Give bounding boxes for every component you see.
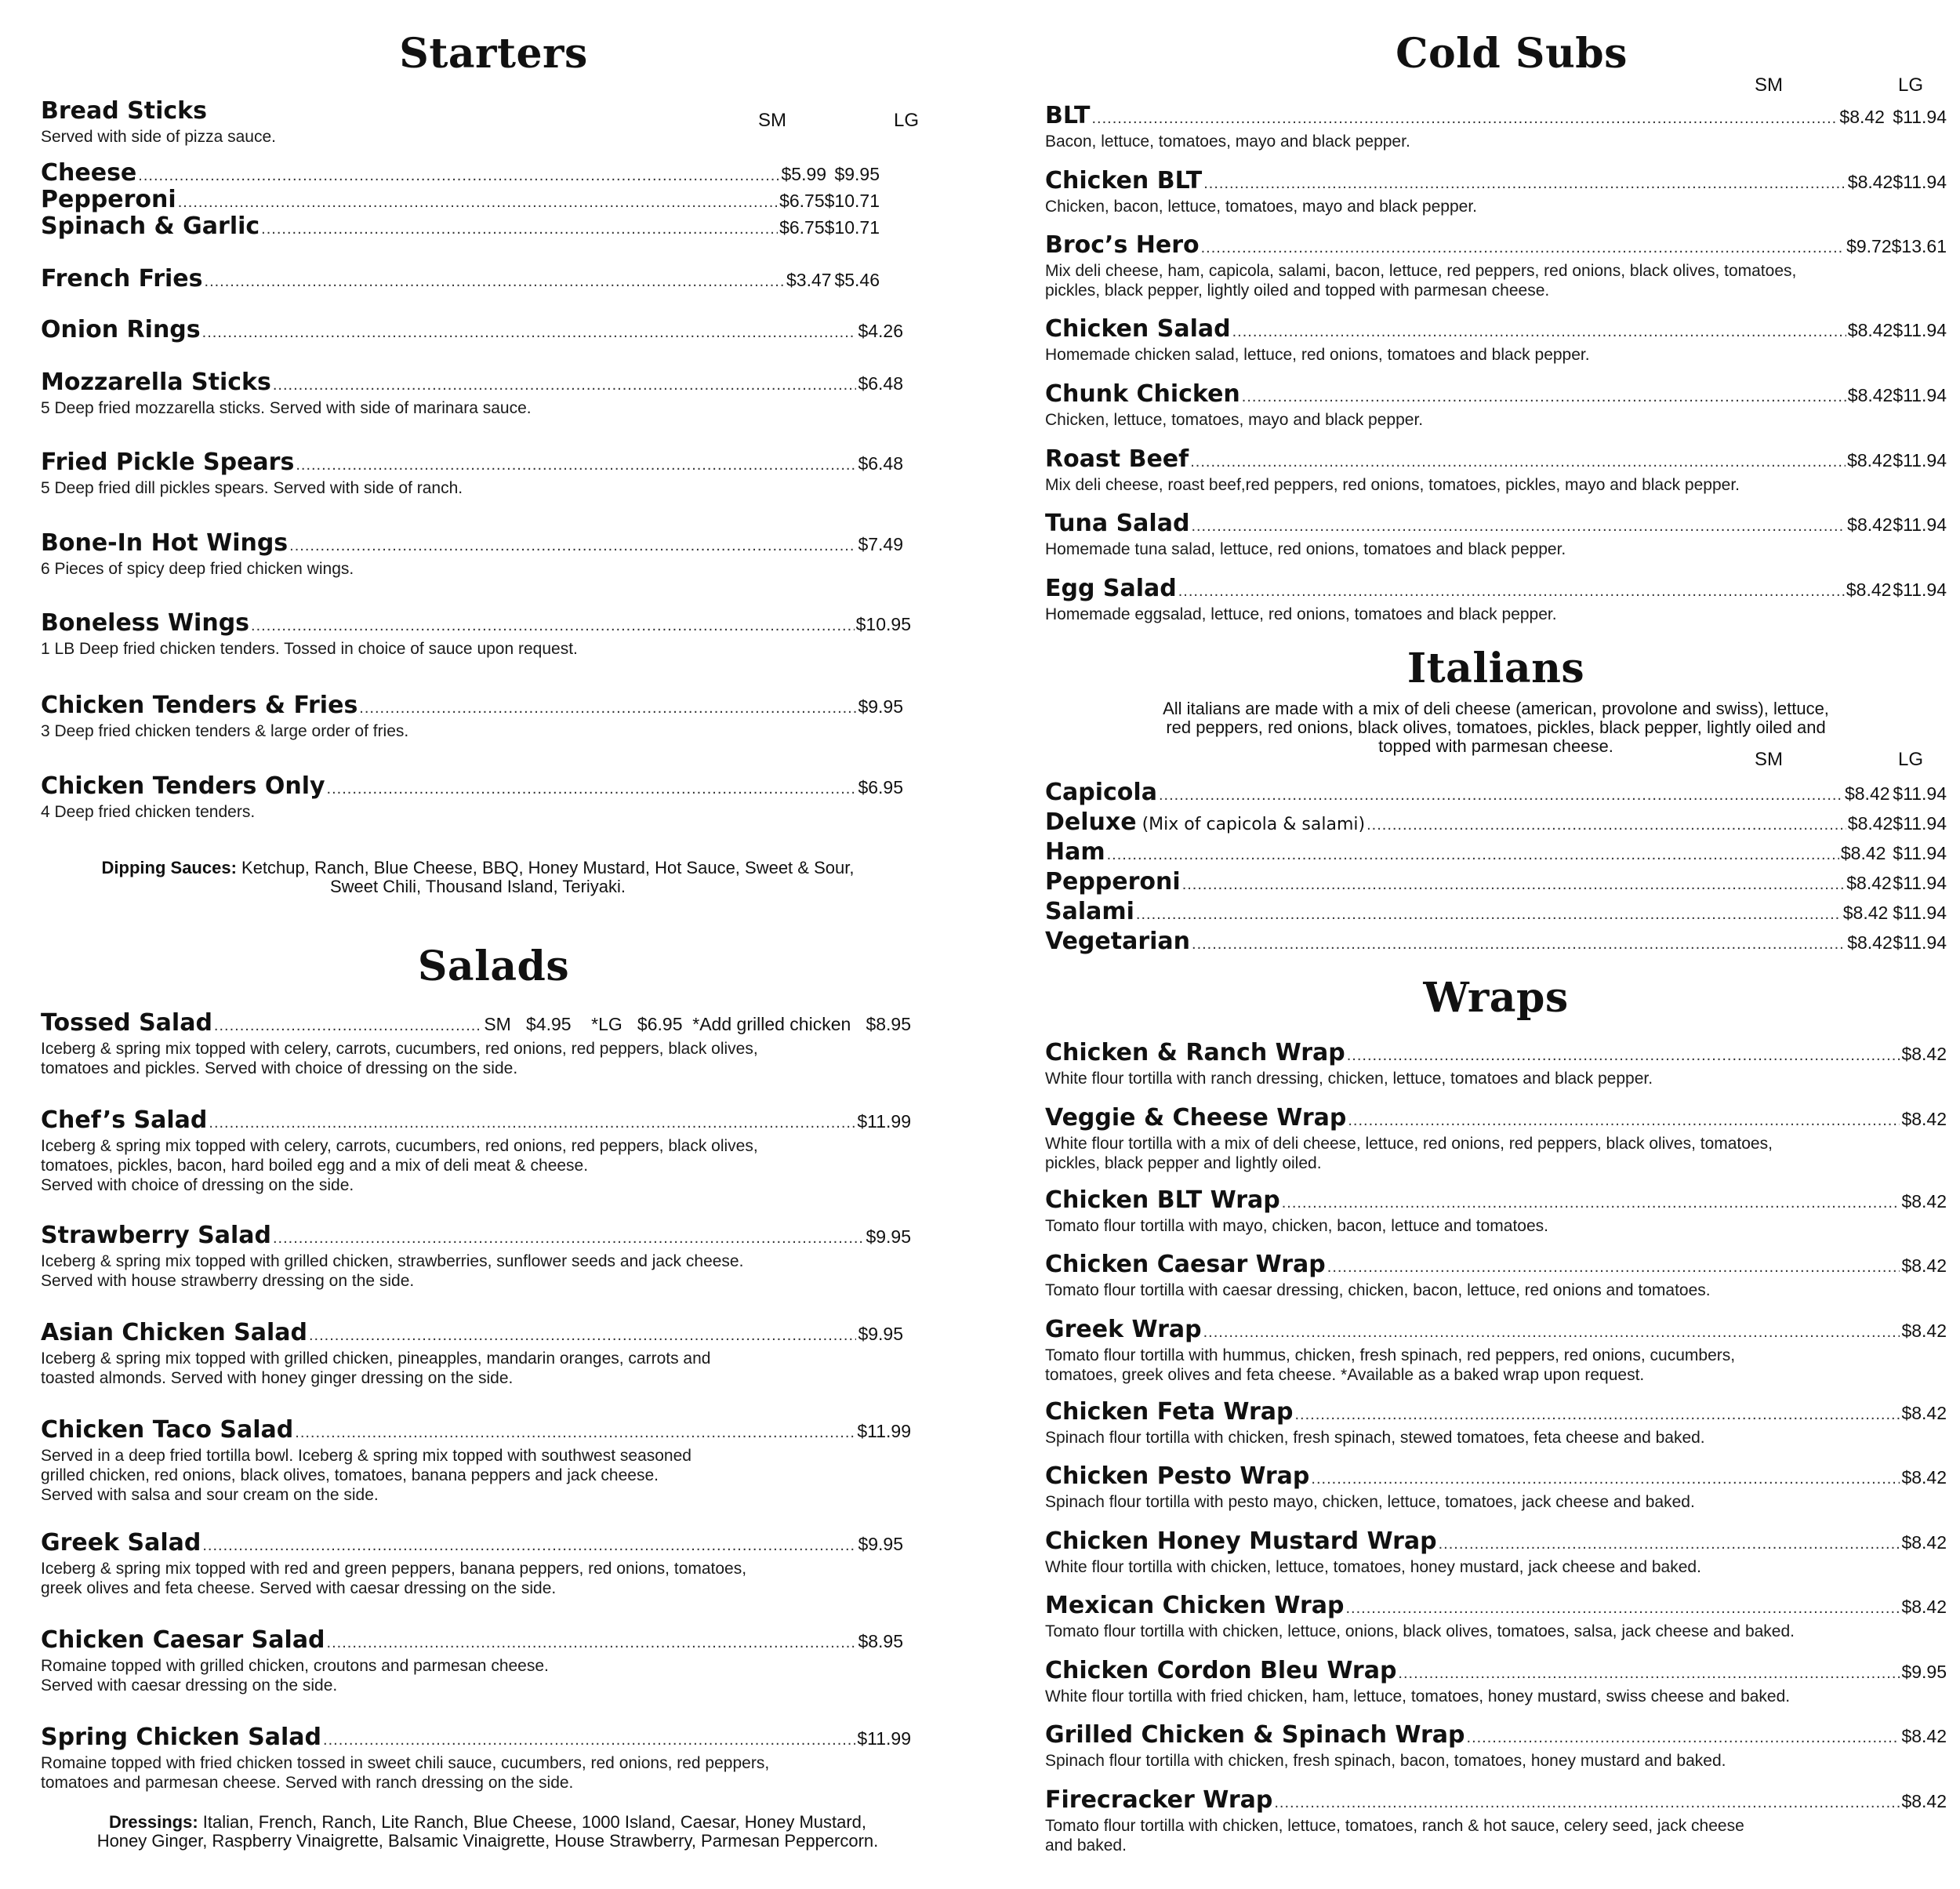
salads-heading: Salads	[417, 943, 570, 990]
menu-item-french-fries	[41, 265, 880, 295]
item-name: Spring Chicken Salad	[41, 1724, 322, 1751]
italian-item-ham	[1045, 838, 1947, 868]
dot-leader	[214, 1017, 482, 1034]
item-desc-line: Romaine topped with fried chicken tossed in sweet chili sauce, cucumbers, red onions, red peppers,	[41, 1754, 770, 1772]
menu-item-strawberry-salad	[41, 1222, 911, 1291]
item-name	[1045, 808, 1365, 836]
dot-leader	[202, 324, 857, 341]
sub-item-chicken-salad	[1045, 315, 1947, 365]
italians-heading: Italians	[1406, 645, 1585, 692]
item-desc-line: White flour tortilla with a mix of deli cheese, lettuce, red onions, red peppers, black olives, tomatoes,	[1045, 1135, 1773, 1153]
item-name: Pepperoni	[1045, 868, 1181, 895]
item-name: Spinach & Garlic	[41, 213, 260, 240]
item-price: $8.42	[1901, 1255, 1947, 1276]
item-price: $8.42	[1901, 1320, 1947, 1341]
dipping-sauces-label: Dipping Sauces:	[101, 858, 237, 877]
dot-leader	[1348, 1112, 1900, 1129]
item-name: Chicken & Ranch Wrap	[1045, 1039, 1345, 1066]
item-desc-line: tomatoes and pickles. Served with choice of dressing on the side.	[41, 1059, 518, 1077]
dot-leader	[1294, 1406, 1900, 1423]
item-name: Mexican Chicken Wrap	[1045, 1592, 1345, 1619]
italians-intro-line: topped with parmesan cheese.	[1378, 736, 1613, 756]
item-price-sm: $8.42	[1847, 385, 1893, 405]
dot-leader	[1178, 583, 1845, 600]
dot-leader	[138, 167, 779, 184]
item-price: $8.42	[1901, 1467, 1947, 1488]
wrap-item-veggie-cheese	[1045, 1104, 1947, 1173]
item-desc-line: Homemade tuna salad, lettuce, red onions, tomatoes and black pepper.	[1045, 540, 1566, 558]
item-price: $8.95	[858, 1631, 903, 1651]
item-price: $10.95	[855, 614, 911, 634]
menu-item-chicken-taco-salad	[41, 1416, 911, 1505]
item-price-sm: $9.72	[1846, 236, 1892, 256]
item-desc: 4 Deep fried chicken tenders.	[41, 803, 256, 821]
dot-leader	[1439, 1535, 1900, 1553]
item-desc-line: Romaine topped with grilled chicken, croutons and parmesan cheese.	[41, 1657, 549, 1675]
wrap-item-mexican-chicken	[1045, 1592, 1947, 1641]
item-price-sm: $3.47	[786, 270, 832, 290]
dot-leader	[1467, 1729, 1900, 1746]
item-price-sm: $8.42	[1847, 813, 1893, 834]
dipping-sauces-line1: Ketchup, Ranch, Blue Cheese, BBQ, Honey Mustard, Hot Sauce, Sweet & Sour,	[236, 858, 855, 877]
item-name: Mozzarella Sticks	[41, 369, 271, 396]
menu-item-cheese	[41, 159, 880, 189]
item-name: Chicken Tenders & Fries	[41, 692, 358, 719]
dot-leader	[1107, 846, 1839, 863]
dot-leader	[309, 1327, 856, 1344]
starters-lg-header: LG	[894, 110, 920, 131]
italian-item-deluxe	[1045, 808, 1947, 838]
item-name: Chunk Chicken	[1045, 380, 1240, 408]
item-price-lg: $11.94	[1893, 843, 1947, 863]
menu-item-chicken-caesar-salad	[41, 1626, 903, 1695]
item-desc-line: Iceberg & spring mix topped with grilled chicken, pineapples, mandarin oranges, carrots and	[41, 1350, 711, 1368]
item-desc: Served with side of pizza sauce.	[41, 128, 276, 146]
item-price: $6.95	[858, 777, 903, 797]
menu-item-chefs-salad	[41, 1106, 911, 1195]
item-price-sm: $8.42	[1847, 172, 1893, 192]
item-desc-line: pickles, black pepper and lightly oiled.	[1045, 1154, 1322, 1172]
sub-item-egg-salad	[1045, 575, 1947, 624]
dot-leader	[1232, 323, 1846, 340]
item-desc-line: White flour tortilla with ranch dressing, chicken, lettuce, tomatoes and black pepper.	[1045, 1070, 1653, 1088]
menu-item-boneless-wings	[41, 609, 911, 659]
dot-leader	[1203, 1324, 1900, 1341]
item-name: BLT	[1045, 102, 1091, 129]
item-desc-line: Served with choice of dressing on the side.	[41, 1176, 354, 1194]
item-price-sm: $8.42	[1847, 450, 1893, 470]
dot-leader	[323, 1731, 855, 1749]
item-price: $9.95	[866, 1226, 911, 1247]
dot-leader	[261, 220, 778, 238]
item-desc-line: Served with salsa and sour cream on the side.	[41, 1486, 379, 1504]
sub-item-brocs-hero	[1045, 231, 1947, 300]
item-name: Grilled Chicken & Spinach Wrap	[1045, 1721, 1465, 1749]
italians-intro-line: red peppers, red onions, black olives, tomatoes, pickles, black pepper, lightly oiled and	[1166, 717, 1826, 737]
item-name: Chicken Cordon Bleu Wrap	[1045, 1657, 1397, 1684]
menu-item-asian-chicken-salad	[41, 1319, 903, 1388]
dot-leader	[1190, 453, 1846, 470]
item-name: Chicken Caesar Salad	[41, 1626, 325, 1654]
item-desc-line: toasted almonds. Served with honey ginger dressing on the side.	[41, 1369, 514, 1387]
dot-leader	[1182, 876, 1846, 893]
item-price: $9.95	[858, 1534, 903, 1554]
item-desc-line: Tomato flour tortilla with mayo, chicken, bacon, lettuce and tomatoes.	[1045, 1217, 1548, 1235]
item-desc-line: Homemade eggsalad, lettuce, red onions, tomatoes and black pepper.	[1045, 605, 1557, 623]
menu-item-bone-in-hot-wings	[41, 529, 903, 579]
wrap-item-chicken-pesto	[1045, 1462, 1947, 1512]
item-desc-line: White flour tortilla with chicken, lettuce, tomatoes, honey mustard, jack cheese and baked.	[1045, 1558, 1701, 1576]
item-price: $8.42	[1901, 1726, 1947, 1746]
dot-leader	[1282, 1194, 1900, 1212]
dot-leader	[1327, 1259, 1900, 1276]
item-name: Roast Beef	[1045, 445, 1189, 473]
dot-leader	[289, 537, 856, 554]
item-price-lg: $11.94	[1893, 514, 1947, 535]
dot-leader	[327, 1634, 857, 1651]
dipping-sauces-note	[41, 859, 915, 896]
dot-leader	[1191, 518, 1846, 535]
item-price-sm: $8.42	[1844, 783, 1890, 804]
item-price: $9.95	[1901, 1662, 1947, 1682]
item-price-options: SM $4.95 *LG $6.95 *Add grilled chicken $8.95	[484, 1014, 911, 1034]
dressings-label: Dressings:	[108, 1812, 198, 1832]
item-desc-line: greek olives and feta cheese. Served with caesar dressing on the side.	[41, 1579, 557, 1597]
item-price: $7.49	[858, 534, 903, 554]
item-name: Strawberry Salad	[41, 1222, 271, 1249]
item-price: $8.42	[1901, 1791, 1947, 1811]
item-desc-line: Tomato flour tortilla with caesar dressing, chicken, bacon, lettuce, red onions and tomatoes.	[1045, 1281, 1711, 1299]
item-name: Chicken Salad	[1045, 315, 1231, 343]
item-desc-line: Tomato flour tortilla with hummus, chicken, fresh spinach, red peppers, red onions, cucumbers,	[1045, 1346, 1736, 1364]
item-name: Chef’s Salad	[41, 1106, 208, 1134]
dot-leader	[251, 617, 855, 634]
item-desc-line: Iceberg & spring mix topped with celery, carrots, cucumbers, red onions, red peppers, black olives,	[41, 1040, 758, 1058]
dot-leader	[1242, 388, 1846, 405]
item-price-lg: $11.94	[1893, 320, 1947, 340]
item-name: Bread Sticks	[41, 97, 207, 125]
menu-item-tossed-salad	[41, 1009, 911, 1078]
item-name: Veggie & Cheese Wrap	[1045, 1104, 1347, 1132]
item-price-lg: $11.94	[1893, 783, 1947, 804]
item-price-lg: $9.95	[834, 164, 880, 184]
item-desc-line: grilled chicken, red onions, black olives, tomatoes, banana peppers and jack cheese.	[41, 1466, 659, 1484]
item-desc-line: Tomato flour tortilla with chicken, lettuce, tomatoes, ranch & hot sauce, celery seed, jack cheese	[1045, 1817, 1744, 1835]
dot-leader	[327, 780, 857, 797]
item-price-lg: $11.94	[1893, 813, 1947, 834]
wrap-item-chicken-ranch	[1045, 1039, 1947, 1088]
dot-leader	[1159, 786, 1843, 804]
item-name: Broc’s Hero	[1045, 231, 1200, 259]
item-desc-line: Served in a deep fried tortilla bowl. Iceberg & spring mix topped with southwest seasoned	[41, 1447, 691, 1465]
item-name: Chicken Taco Salad	[41, 1416, 294, 1444]
item-price-sm: $8.42	[1842, 903, 1889, 923]
item-desc-line: Served with house strawberry dressing on the side.	[41, 1272, 415, 1290]
dot-leader	[202, 1537, 856, 1554]
item-desc: 3 Deep fried chicken tenders & large order of fries.	[41, 722, 409, 740]
italian-item-capicola	[1045, 779, 1947, 808]
menu-item-chicken-tenders-only	[41, 772, 903, 822]
item-price: $11.99	[857, 1421, 911, 1441]
menu-item-fried-pickle-spears	[41, 449, 903, 498]
dot-leader	[1091, 110, 1838, 127]
italian-item-vegetarian	[1045, 928, 1947, 957]
cold-subs-lg-header: LG	[1898, 74, 1924, 96]
item-price-lg: $10.71	[824, 217, 880, 238]
item-name: Chicken Feta Wrap	[1045, 1398, 1294, 1426]
dot-leader	[1201, 239, 1845, 256]
item-name-text: Deluxe	[1045, 808, 1137, 836]
item-name: Fried Pickle Spears	[41, 449, 295, 476]
item-price-sm: $5.99	[781, 164, 827, 184]
item-name: Egg Salad	[1045, 575, 1177, 602]
menu-item-spinach-garlic	[41, 213, 880, 242]
dot-leader	[1136, 906, 1842, 923]
italians-sm-header: SM	[1755, 749, 1783, 770]
menu-item-spring-chicken-salad	[41, 1724, 911, 1793]
item-desc-line: Iceberg & spring mix topped with red and green peppers, banana peppers, red onions, tomatoes,	[41, 1560, 747, 1578]
menu-item-chicken-tenders-fries	[41, 692, 903, 741]
item-price: $6.48	[858, 453, 903, 474]
dot-leader	[1398, 1665, 1900, 1682]
dot-leader	[178, 194, 778, 211]
item-name: Pepperoni	[41, 186, 176, 213]
sub-item-chicken-blt	[1045, 167, 1947, 216]
wrap-item-greek	[1045, 1316, 1947, 1385]
item-price: $8.42	[1901, 1532, 1947, 1553]
item-price: $9.95	[858, 1324, 903, 1344]
item-name: Asian Chicken Salad	[41, 1319, 307, 1346]
item-name: Onion Rings	[41, 316, 201, 343]
sub-item-tuna-salad	[1045, 510, 1947, 559]
item-name: Chicken Caesar Wrap	[1045, 1251, 1326, 1278]
item-price-lg: $10.71	[824, 191, 880, 211]
item-name: Tuna Salad	[1045, 510, 1190, 537]
item-price-lg: $11.94	[1893, 932, 1947, 953]
item-price-sm: $8.42	[1846, 873, 1892, 893]
item-desc-line: Chicken, lettuce, tomatoes, mayo and black pepper.	[1045, 411, 1424, 429]
item-name: Tossed Salad	[41, 1009, 212, 1037]
italians-lg-header: LG	[1898, 749, 1924, 770]
item-name: Chicken Pesto Wrap	[1045, 1462, 1310, 1490]
dot-leader	[1345, 1600, 1900, 1617]
item-price: $11.99	[857, 1728, 911, 1749]
item-price-lg: $11.94	[1893, 107, 1947, 127]
dot-leader	[1203, 175, 1846, 192]
dot-leader	[273, 376, 857, 394]
item-desc-line: Bacon, lettuce, tomatoes, mayo and black pepper.	[1045, 133, 1410, 151]
item-name: Boneless Wings	[41, 609, 250, 637]
dipping-sauces-line2: Sweet Chili, Thousand Island, Teriyaki.	[329, 877, 626, 896]
dot-leader	[296, 456, 856, 474]
item-name: Greek Salad	[41, 1529, 201, 1557]
dot-leader	[1192, 935, 1846, 953]
item-desc-line: tomatoes, greek olives and feta cheese. *Available as a baked wrap upon request.	[1045, 1366, 1645, 1384]
item-desc: 1 LB Deep fried chicken tenders. Tossed in choice of sauce upon request.	[41, 640, 578, 658]
item-price-lg: $11.94	[1893, 385, 1947, 405]
item-price: $6.48	[858, 373, 903, 394]
item-name: Greek Wrap	[1045, 1316, 1202, 1343]
dressings-note	[41, 1813, 935, 1851]
item-name: Chicken Honey Mustard Wrap	[1045, 1528, 1437, 1555]
item-price-sm: $8.42	[1839, 107, 1885, 127]
item-price-lg: $11.94	[1893, 903, 1947, 923]
item-desc-line: Spinach flour tortilla with chicken, fresh spinach, stewed tomatoes, feta cheese and baked.	[1045, 1429, 1705, 1447]
item-price: $8.42	[1901, 1403, 1947, 1423]
item-desc-line: Tomato flour tortilla with chicken, lettuce, onions, black olives, tomatoes, salsa, jack cheese and baked.	[1045, 1622, 1795, 1640]
item-desc: 5 Deep fried mozzarella sticks. Served with side of marinara sauce.	[41, 399, 532, 417]
italian-item-salami	[1045, 898, 1947, 928]
item-price-lg: $11.94	[1893, 873, 1947, 893]
starters-heading: Starters	[399, 30, 588, 78]
item-price: $9.95	[858, 696, 903, 717]
item-price-sm: $6.75	[779, 217, 825, 238]
item-price: $4.26	[858, 321, 903, 341]
menu-item-pepperoni	[41, 186, 880, 216]
item-price-lg: $11.94	[1893, 450, 1947, 470]
item-name: Chicken Tenders Only	[41, 772, 325, 800]
dot-leader	[295, 1424, 855, 1441]
item-price: $8.42	[1901, 1044, 1947, 1064]
wrap-item-chicken-caesar	[1045, 1251, 1947, 1300]
item-desc-line: Spinach flour tortilla with pesto mayo, chicken, lettuce, tomatoes, jack cheese and baked.	[1045, 1493, 1695, 1511]
item-desc-line: Homemade chicken salad, lettuce, red onions, tomatoes and black pepper.	[1045, 346, 1590, 364]
item-name: Firecracker Wrap	[1045, 1786, 1273, 1814]
menu-item-mozzarella-sticks	[41, 369, 903, 418]
menu-item-onion-rings	[41, 316, 903, 346]
item-name: Chicken BLT Wrap	[1045, 1186, 1280, 1214]
item-desc-line: Spinach flour tortilla with chicken, fresh spinach, bacon, tomatoes, honey mustard and baked.	[1045, 1752, 1726, 1770]
item-name: Bone-In Hot Wings	[41, 529, 289, 557]
item-desc-line: tomatoes and parmesan cheese. Served with ranch dressing on the side.	[41, 1774, 574, 1792]
dot-leader	[1274, 1794, 1900, 1811]
item-name: French Fries	[41, 265, 203, 292]
item-price-sm: $8.42	[1846, 579, 1892, 600]
dot-leader	[209, 1114, 855, 1132]
item-price-lg: $5.46	[834, 270, 880, 290]
item-desc: 6 Pieces of spicy deep fried chicken wings.	[41, 560, 354, 578]
sub-item-roast-beef	[1045, 445, 1947, 495]
item-name: Ham	[1045, 838, 1105, 866]
menu-item-bread-sticks	[41, 97, 946, 147]
wraps-heading: Wraps	[1423, 974, 1569, 1022]
item-price-sm: $8.42	[1847, 320, 1893, 340]
dot-leader	[359, 699, 856, 717]
item-price-lg: $11.94	[1893, 172, 1947, 192]
dot-leader	[205, 273, 785, 290]
item-name: Capicola	[1045, 779, 1157, 806]
item-desc-line: White flour tortilla with fried chicken, ham, lettuce, tomatoes, honey mustard, swiss cheese and baked.	[1045, 1687, 1791, 1706]
dot-leader	[1311, 1470, 1900, 1488]
wrap-item-chicken-honey-mustard	[1045, 1528, 1947, 1577]
item-name: Chicken BLT	[1045, 167, 1203, 194]
italians-intro	[1092, 699, 1900, 756]
item-desc: 5 Deep fried dill pickles spears. Served with side of ranch.	[41, 479, 463, 497]
sub-item-chunk-chicken	[1045, 380, 1947, 430]
wrap-item-firecracker	[1045, 1786, 1947, 1855]
wrap-item-chicken-feta	[1045, 1398, 1947, 1448]
italians-intro-line: All italians are made with a mix of deli cheese (american, provolone and swiss), lettuce,	[1163, 699, 1829, 718]
item-price: $8.42	[1901, 1109, 1947, 1129]
item-price: $8.42	[1901, 1191, 1947, 1212]
item-price: $11.99	[857, 1111, 911, 1132]
item-price-sm: $8.42	[1847, 514, 1893, 535]
cold-subs-sm-header: SM	[1755, 74, 1783, 96]
item-desc-line: tomatoes, pickles, bacon, hard boiled egg and a mix of deli meat & cheese.	[41, 1157, 589, 1175]
item-desc-line: Mix deli cheese, roast beef,red peppers, red onions, tomatoes, pickles, mayo and black pepper.	[1045, 476, 1740, 494]
item-desc-line: Iceberg & spring mix topped with grilled chicken, strawberries, sunflower seeds and jack cheese.	[41, 1252, 744, 1270]
menu-item-greek-salad	[41, 1529, 903, 1598]
dressings-line2: Honey Ginger, Raspberry Vinaigrette, Balsamic Vinaigrette, House Strawberry, Parmesan Peppercorn.	[96, 1831, 879, 1851]
wrap-item-grilled-chicken-spinach	[1045, 1721, 1947, 1771]
item-desc-line: Iceberg & spring mix topped with celery, carrots, cucumbers, red onions, red peppers, black olives,	[41, 1137, 758, 1155]
item-price-sm: $8.42	[1840, 843, 1886, 863]
wrap-item-chicken-cordon-bleu	[1045, 1657, 1947, 1706]
item-price-lg: $11.94	[1893, 579, 1947, 600]
item-desc-line: Chicken, bacon, lettuce, tomatoes, mayo and black pepper.	[1045, 198, 1477, 216]
item-name: Salami	[1045, 898, 1134, 925]
item-name-note: (Mix of capicola & salami)	[1136, 815, 1366, 834]
item-price-sm: $8.42	[1847, 932, 1893, 953]
dot-leader	[1347, 1047, 1900, 1064]
item-name: Cheese	[41, 159, 137, 187]
item-desc-line: and baked.	[1045, 1836, 1127, 1854]
dot-leader	[273, 1230, 864, 1247]
dot-leader	[1367, 816, 1846, 834]
starters-sm-header: SM	[758, 110, 786, 131]
sub-item-blt	[1045, 102, 1947, 151]
item-name: Vegetarian	[1045, 928, 1191, 955]
item-price: $8.42	[1901, 1597, 1947, 1617]
item-desc-line: pickles, black pepper, lightly oiled and topped with parmesan cheese.	[1045, 282, 1550, 300]
dressings-line1: Italian, French, Ranch, Lite Ranch, Blue Cheese, 1000 Island, Caesar, Honey Mustard,	[198, 1812, 867, 1832]
wrap-item-chicken-blt	[1045, 1186, 1947, 1236]
italian-item-pepperoni	[1045, 868, 1947, 898]
item-price-lg: $13.61	[1891, 236, 1947, 256]
item-desc-line: Mix deli cheese, ham, capicola, salami, bacon, lettuce, red peppers, red onions, black olives, tomatoes,	[1045, 262, 1797, 280]
item-desc-line: Served with caesar dressing on the side.	[41, 1676, 338, 1695]
cold-subs-heading: Cold Subs	[1396, 30, 1628, 78]
item-price-sm: $6.75	[779, 191, 825, 211]
